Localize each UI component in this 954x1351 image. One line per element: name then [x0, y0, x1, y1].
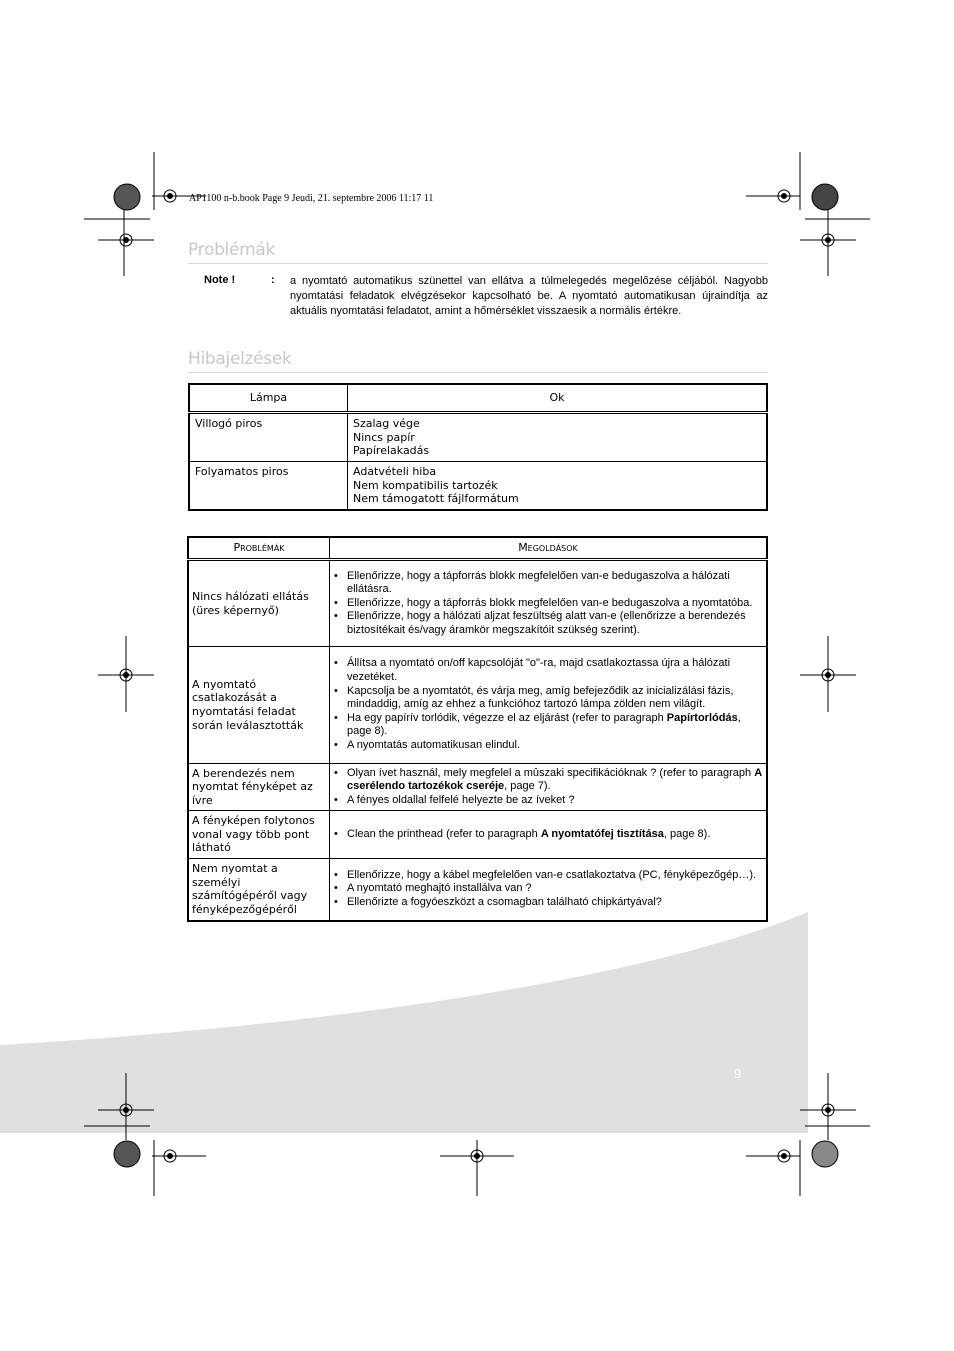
solution-text: Olyan ívet használ, mely megfelel a mûszaki specifikációknak ? (refer to paragraph — [347, 766, 755, 779]
section-rule — [188, 263, 768, 264]
table-row — [188, 647, 767, 764]
solution-text: , page 8). — [663, 827, 711, 840]
solution-cell — [330, 859, 768, 921]
note-label: Note ! — [204, 274, 236, 286]
problems-table — [187, 536, 768, 922]
note-colon: : — [271, 274, 275, 286]
section-rule — [188, 372, 768, 373]
lamp-table-header-cause: Ok — [348, 384, 768, 413]
cause-line: Nem támogatott fájlformátum — [353, 492, 519, 505]
solution-text: Ha egy papírív torlódik, végezze el az eljárást (refer to paragraph — [347, 711, 667, 724]
solution-item — [347, 767, 763, 794]
solution-text: , page 8). — [347, 711, 741, 738]
table-row — [188, 859, 767, 921]
page-number: 9 — [734, 1066, 742, 1081]
cause-line: Nem kompatibilis tartozék — [353, 478, 498, 492]
solution-item: • A fényes oldallal felfelé helyezte be az íveket ? — [347, 794, 763, 808]
problems-table-header-solution: Megoldások — [330, 537, 768, 560]
print-slug: AP1100 n-b.book Page 9 Jeudi, 21. septembre 2006 11:17 11 — [189, 193, 434, 204]
solution-item: • Ellenőrizze, hogy a tápforrás blokk megfelelően van-e bedugaszolva a nyomtatóba. — [347, 597, 763, 611]
solution-item: • Ellenőrizze, hogy a tápforrás blokk megfelelően van-e bedugaszolva a hálózati ellátásra. — [347, 570, 763, 597]
problem-cell: A berendezés nem nyomtat fényképet az ívre — [188, 764, 330, 811]
cause-cell — [348, 413, 768, 462]
solution-cell — [330, 560, 768, 647]
lamp-cell: Villogó piros — [189, 413, 348, 462]
problem-cell: A nyomtató csatlakozását a nyomtatási feladat során leválasztották — [188, 647, 330, 764]
paragraph-reference-link[interactable]: Papírtorlódás — [666, 711, 738, 724]
problem-cell: Nincs hálózati ellátás (üres képernyő) — [188, 560, 330, 647]
table-row — [188, 764, 767, 811]
solution-item — [347, 712, 763, 739]
lamp-table-header-lamp: Lámpa — [189, 384, 348, 413]
solution-item: • Ellenőrizze, hogy a kábel megfelelően van-e csatlakoztatva (PC, fényképezőgép…). — [347, 869, 763, 883]
note-text: a nyomtató automatikus szünettel van ellátva a túlmelegedés megelőzése céljából. Nagyobb nyomtatási feladatok elvégzésekor kapcsolható be. A nyomtató automatikusan újraindítja az aktuális nyomtatási feladatot, amint a hőmérséklet visszaesik a normális értékre. — [290, 275, 768, 317]
section-title-error-signals: Hibajelzések — [188, 349, 292, 369]
solution-item: • Ellenőrizte a fogyóeszközt a csomagban található chipkártyával? — [347, 896, 763, 910]
cause-line: Adatvételi hiba — [353, 465, 437, 478]
section-title-problems: Problémák — [188, 240, 276, 260]
solution-text: Clean the printhead (refer to paragraph — [347, 827, 541, 840]
solution-item: • Ellenőrizze, hogy a hálózati aljzat feszültség alatt van-e (ellenőrizze a berendezés biztosítékait és/vagy áramkör megszakítóit szükség szerint). — [347, 610, 763, 637]
lamp-table — [188, 383, 768, 511]
solution-item — [347, 828, 763, 842]
problems-table-header-problem: Problémák — [188, 537, 330, 560]
solution-cell — [330, 647, 768, 764]
solution-item: • Kapcsolja be a nyomtatót, és várja meg, amíg befejeződik az inicializálási fázis, mindaddig, amíg az ehhez a funkcióhoz tartozó lámpa zölden nem világít. — [347, 685, 763, 712]
solution-item: • A nyomtatás automatikusan elindul. — [347, 739, 763, 753]
problem-cell: Nem nyomtat a személyi számítógépéről vagy fényképezőgépéről — [188, 859, 330, 921]
problem-cell: A fényképen folytonos vonal vagy több pont látható — [188, 811, 330, 859]
cause-cell — [348, 462, 768, 510]
solution-item: • Állítsa a nyomtató on/off kapcsolóját "o"-ra, majd csatlakoztassa újra a hálózati vezetéket. — [347, 657, 763, 684]
solution-cell — [330, 764, 768, 811]
solution-text: , page 7). — [504, 780, 551, 793]
table-row — [188, 811, 767, 859]
table-row — [189, 413, 767, 462]
solution-cell — [330, 811, 768, 859]
cause-line: Nincs papír — [353, 430, 415, 444]
cause-line: Szalag vége — [353, 417, 420, 430]
solution-item: • A nyomtató meghajtó installálva van ? — [347, 882, 763, 896]
paragraph-reference-link[interactable]: A cserélendo tartozékok cseréje — [347, 766, 762, 793]
paragraph-reference-link[interactable]: A nyomtatófej tisztítása — [540, 827, 664, 840]
table-row — [189, 462, 767, 510]
lamp-cell: Folyamatos piros — [189, 462, 348, 510]
cause-line: Papírelakadás — [353, 444, 430, 457]
table-row — [188, 560, 767, 647]
